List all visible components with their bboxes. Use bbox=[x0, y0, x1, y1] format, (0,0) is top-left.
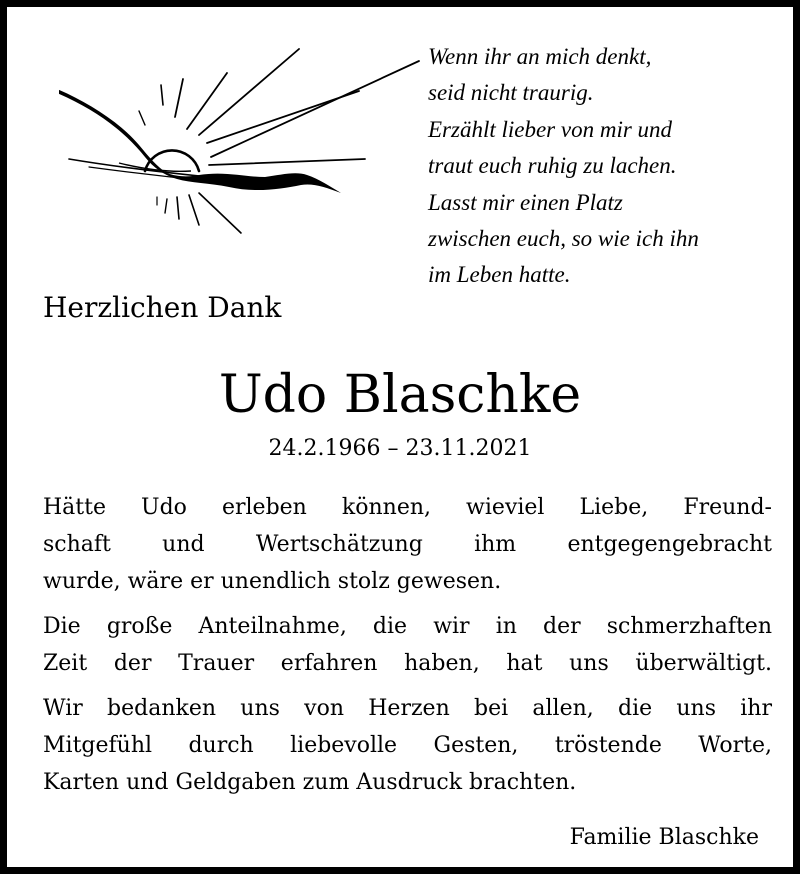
paragraph bbox=[43, 690, 772, 801]
paragraph bbox=[43, 608, 772, 682]
paragraph-line: Die große Anteilnahme, die wir in der schmerzhaften bbox=[43, 614, 772, 639]
sun-and-seagull-icon bbox=[59, 47, 429, 247]
paragraph-line: Karten und Geldgaben zum Ausdruck brachten. bbox=[43, 770, 577, 795]
deceased-name: Udo Blaschke bbox=[218, 365, 582, 425]
greeting-heading: Herzlichen Dank bbox=[43, 291, 282, 324]
paragraph-line: Hätte Udo erleben können, wieviel Liebe, Freund- bbox=[43, 495, 772, 520]
poem bbox=[428, 39, 788, 294]
poem-line: zwischen euch, so wie ich ihn bbox=[428, 226, 699, 252]
message-body bbox=[43, 489, 772, 809]
paragraph-line: Zeit der Trauer erfahren haben, hat uns überwältigt. bbox=[43, 651, 772, 676]
signature: Familie Blaschke bbox=[569, 825, 759, 850]
poem-line: im Leben hatte. bbox=[428, 262, 571, 288]
paragraph-line: Mitgefühl durch liebevolle Gesten, tröstende Worte, bbox=[43, 733, 772, 758]
poem-line: Lasst mir einen Platz bbox=[428, 189, 623, 215]
poem-line: traut euch ruhig zu lachen. bbox=[428, 153, 677, 179]
paragraph-line: Wir bedanken uns von Herzen bei allen, die uns ihr bbox=[43, 696, 772, 721]
paragraph-line: schaft und Wertschätzung ihm entgegengebracht bbox=[43, 532, 772, 557]
poem-line: seid nicht traurig. bbox=[428, 80, 594, 106]
paragraph bbox=[43, 489, 772, 600]
life-dates: 24.2.1966 – 23.11.2021 bbox=[268, 436, 532, 461]
poem-line: Wenn ihr an mich denkt, bbox=[428, 44, 652, 69]
paragraph-line: wurde, wäre er unendlich stolz gewesen. bbox=[43, 569, 502, 594]
poem-line: Erzählt lieber von mir und bbox=[428, 116, 673, 142]
